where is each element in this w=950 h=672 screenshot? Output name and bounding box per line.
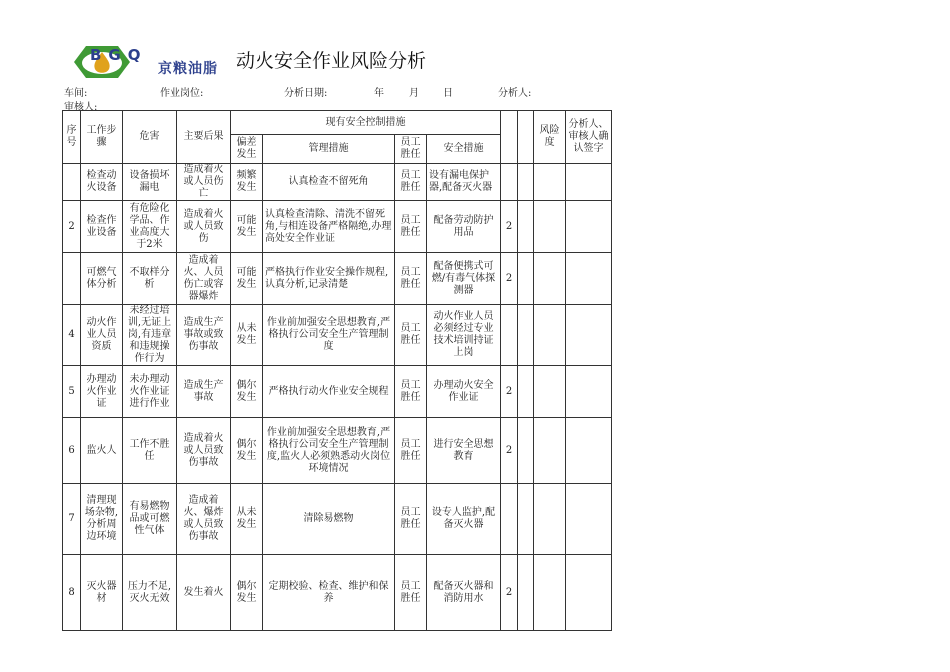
cell-risk: 2 — [501, 253, 518, 305]
header-consequence: 主要后果 — [177, 111, 231, 164]
cell-blank — [566, 555, 612, 631]
table-row — [63, 253, 612, 305]
logo-text-en: BGQ — [90, 46, 148, 64]
cell-step: 可燃气体分析 — [81, 253, 123, 305]
cell-staff: 员工胜任 — [395, 555, 427, 631]
cell-safety: 配备便携式可燃/有毒气体探测器 — [427, 253, 501, 305]
cell-staff: 员工胜任 — [395, 164, 427, 201]
cell-step: 灭火器材 — [81, 555, 123, 631]
workshop-label: 车间: — [64, 88, 88, 99]
cell-management: 认真检查清除、清洗不留死角,与相连设备严格隔绝,办理高处安全作业证 — [263, 201, 395, 253]
cell-blank — [534, 366, 566, 418]
cell-blank — [566, 253, 612, 305]
cell-hazard: 设备损坏漏电 — [123, 164, 177, 201]
cell-deviation: 偶尔发生 — [231, 555, 263, 631]
cell-consequence: 造成着火、爆炸或人员致伤事故 — [177, 484, 231, 555]
month-label: 月 — [409, 88, 419, 99]
table-row — [63, 164, 612, 201]
cell-blank — [518, 164, 534, 201]
cell-step: 监火人 — [81, 418, 123, 484]
cell-seq: 5 — [63, 366, 81, 418]
cell-blank — [518, 366, 534, 418]
header-safety: 安全措施 — [427, 135, 501, 164]
cell-blank — [566, 305, 612, 366]
cell-hazard: 未办理动火作业证进行作业 — [123, 366, 177, 418]
cell-staff: 员工胜任 — [395, 484, 427, 555]
header-deviation: 偏差发生 — [231, 135, 263, 164]
cell-risk: 2 — [501, 418, 518, 484]
cell-safety: 设有漏电保护器,配备灭火器 — [427, 164, 501, 201]
cell-seq: 6 — [63, 418, 81, 484]
table-row — [63, 555, 612, 631]
header-staff: 员工胜任 — [395, 135, 427, 164]
cell-deviation: 频繁发生 — [231, 164, 263, 201]
cell-deviation: 可能发生 — [231, 253, 263, 305]
table-row — [63, 418, 612, 484]
cell-blank — [534, 555, 566, 631]
cell-seq — [63, 253, 81, 305]
cell-management: 严格执行动火作业安全规程 — [263, 366, 395, 418]
cell-hazard: 工作不胜任 — [123, 418, 177, 484]
cell-blank — [566, 201, 612, 253]
cell-deviation: 偶尔发生 — [231, 366, 263, 418]
cell-hazard: 未经过培训,无证上岗,有违章和违规操作行为 — [123, 305, 177, 366]
table-row — [63, 201, 612, 253]
cell-blank — [566, 418, 612, 484]
cell-seq: 4 — [63, 305, 81, 366]
cell-management: 清除易燃物 — [263, 484, 395, 555]
reviewer-label: 审核人: — [64, 102, 98, 113]
day-label: 日 — [443, 88, 453, 99]
cell-staff: 员工胜任 — [395, 366, 427, 418]
cell-consequence: 造成着火或人员伤亡 — [177, 164, 231, 201]
cell-blank — [534, 484, 566, 555]
header-management: 管理措施 — [263, 135, 395, 164]
cell-seq: 8 — [63, 555, 81, 631]
cell-hazard: 压力不足,灭火无效 — [123, 555, 177, 631]
cell-seq: 2 — [63, 201, 81, 253]
cell-blank — [518, 484, 534, 555]
page-title: 动火安全作业风险分析 — [236, 50, 427, 72]
cell-blank — [518, 253, 534, 305]
header-step: 工作步骤 — [81, 111, 123, 164]
cell-consequence: 造成着火或人员致伤 — [177, 201, 231, 253]
cell-staff: 员工胜任 — [395, 418, 427, 484]
cell-hazard: 不取样分析 — [123, 253, 177, 305]
header-hazard: 危害 — [123, 111, 177, 164]
cell-management: 认真检查不留死角 — [263, 164, 395, 201]
cell-staff: 员工胜任 — [395, 305, 427, 366]
cell-blank — [534, 418, 566, 484]
cell-risk — [501, 305, 518, 366]
cell-consequence: 发生着火 — [177, 555, 231, 631]
post-label: 作业岗位: — [160, 88, 204, 99]
cell-staff: 员工胜任 — [395, 201, 427, 253]
cell-safety: 配备灭火器和消防用水 — [427, 555, 501, 631]
header-controls: 现有安全控制措施 — [231, 111, 501, 135]
cell-hazard: 有危险化学品、作业高度大于2米 — [123, 201, 177, 253]
analyst-label: 分析人: — [498, 88, 532, 99]
cell-risk: 2 — [501, 555, 518, 631]
cell-safety: 设专人监护,配备灭火器 — [427, 484, 501, 555]
cell-management: 定期校验、检查、维护和保养 — [263, 555, 395, 631]
cell-seq: 7 — [63, 484, 81, 555]
header-blank-2 — [518, 111, 534, 164]
cell-management: 作业前加强安全思想教育,严格执行公司安全生产管理制度,监火人必须熟悉动火岗位环境情况 — [263, 418, 395, 484]
header-risk: 风险度 — [534, 111, 566, 164]
header-blank-1 — [501, 111, 518, 164]
cell-deviation: 从未发生 — [231, 305, 263, 366]
cell-blank — [518, 201, 534, 253]
cell-seq — [63, 164, 81, 201]
header-seq: 序号 — [63, 111, 81, 164]
cell-step: 检查动火设备 — [81, 164, 123, 201]
header-confirm: 分析人、审核人确认签字 — [566, 111, 612, 164]
table-row — [63, 366, 612, 418]
cell-blank — [518, 555, 534, 631]
cell-risk — [501, 164, 518, 201]
cell-step: 动火作业人员资质 — [81, 305, 123, 366]
cell-step: 办理动火作业证 — [81, 366, 123, 418]
cell-deviation: 可能发生 — [231, 201, 263, 253]
cell-blank — [518, 418, 534, 484]
cell-hazard: 有易燃物品或可燃性气体 — [123, 484, 177, 555]
cell-safety: 进行安全思想教育 — [427, 418, 501, 484]
table-row — [63, 484, 612, 555]
cell-management: 严格执行作业安全操作规程,认真分析,记录清楚 — [263, 253, 395, 305]
cell-safety: 动火作业人员必须经过专业技术培训持证上岗 — [427, 305, 501, 366]
cell-risk: 2 — [501, 366, 518, 418]
cell-management: 作业前加强安全思想教育,严格执行公司安全生产管理制度 — [263, 305, 395, 366]
cell-safety: 办理动火安全作业证 — [427, 366, 501, 418]
cell-risk: 2 — [501, 201, 518, 253]
cell-consequence: 造成生产事故或致伤事故 — [177, 305, 231, 366]
cell-blank — [534, 201, 566, 253]
cell-deviation: 从未发生 — [231, 484, 263, 555]
cell-safety: 配备劳动防护用品 — [427, 201, 501, 253]
cell-blank — [566, 164, 612, 201]
cell-blank — [518, 305, 534, 366]
cell-deviation: 偶尔发生 — [231, 418, 263, 484]
cell-consequence: 造成着火、人员伤亡或容器爆炸 — [177, 253, 231, 305]
cell-blank — [534, 305, 566, 366]
cell-blank — [566, 484, 612, 555]
cell-risk — [501, 484, 518, 555]
cell-blank — [534, 164, 566, 201]
cell-blank — [566, 366, 612, 418]
cell-step: 清理现场杂物,分析周边环境 — [81, 484, 123, 555]
year-label: 年 — [374, 88, 384, 99]
cell-staff: 员工胜任 — [395, 253, 427, 305]
cell-blank — [534, 253, 566, 305]
risk-analysis-table — [62, 110, 612, 631]
cell-consequence: 造成生产事故 — [177, 366, 231, 418]
logo-text-cn: 京粮油脂 — [158, 61, 218, 77]
table-row — [63, 305, 612, 366]
date-label: 分析日期: — [284, 88, 328, 99]
cell-consequence: 造成着火或人员致伤事故 — [177, 418, 231, 484]
cell-step: 检查作业设备 — [81, 201, 123, 253]
